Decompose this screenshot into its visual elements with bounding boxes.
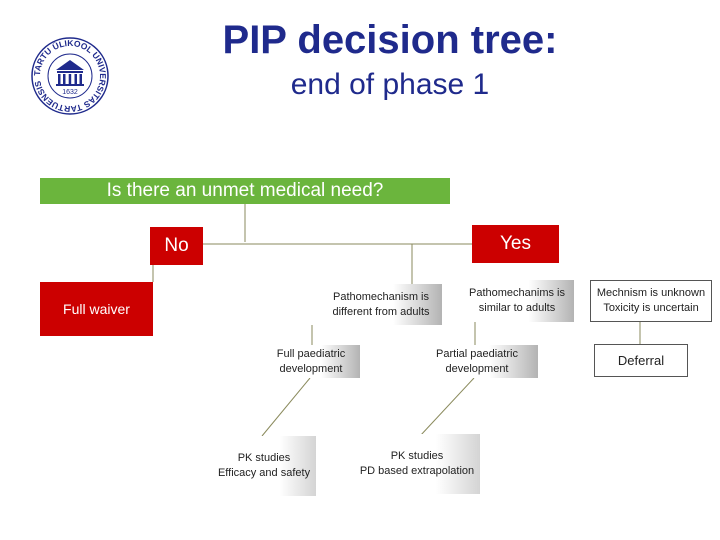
pk-studies-extrapolation-box xyxy=(354,434,480,494)
pd-extrapolation-label: PD based extrapolation xyxy=(359,465,475,477)
toxicity-uncertain-line: Toxicity is uncertain xyxy=(603,302,699,314)
building-icon xyxy=(56,60,84,86)
seal-ring-text: TARTU ÜLIKOOL UNIVERSITAS TARTUENSIS xyxy=(31,37,109,115)
deferral-box: Deferral xyxy=(594,344,688,377)
partial-paediatric-development-box: Partial paediatric development xyxy=(416,345,538,378)
full-waiver-box: Full waiver xyxy=(40,282,153,336)
pathomechanism-different-box: Pathomechanism is different from adults xyxy=(320,284,442,325)
efficacy-safety-label: Efficacy and safety xyxy=(217,467,311,479)
seal-year: 1632 xyxy=(62,89,78,96)
pk-studies-label: PK studies xyxy=(237,452,291,465)
yes-box: Yes xyxy=(472,225,559,263)
connector-fullpaed-pk xyxy=(262,378,310,436)
mechanism-unknown-line: Mechnism is unknown xyxy=(596,287,706,300)
full-paediatric-development-box: Full paediatric development xyxy=(262,345,360,378)
page-subtitle: end of phase 1 xyxy=(290,68,490,101)
page-title: PIP decision tree: xyxy=(222,18,558,62)
question-box: Is there an unmet medical need? xyxy=(40,178,450,204)
mechanism-unknown-box xyxy=(590,280,712,322)
university-seal-logo xyxy=(30,36,110,116)
no-box: No xyxy=(150,227,203,265)
connector-partial-pk xyxy=(420,378,474,436)
pk-studies-efficacy-box xyxy=(212,436,316,496)
pk-studies-label: PK studies xyxy=(390,450,444,463)
pathomechanism-similar-box: Pathomechanims is similar to adults xyxy=(460,280,574,322)
